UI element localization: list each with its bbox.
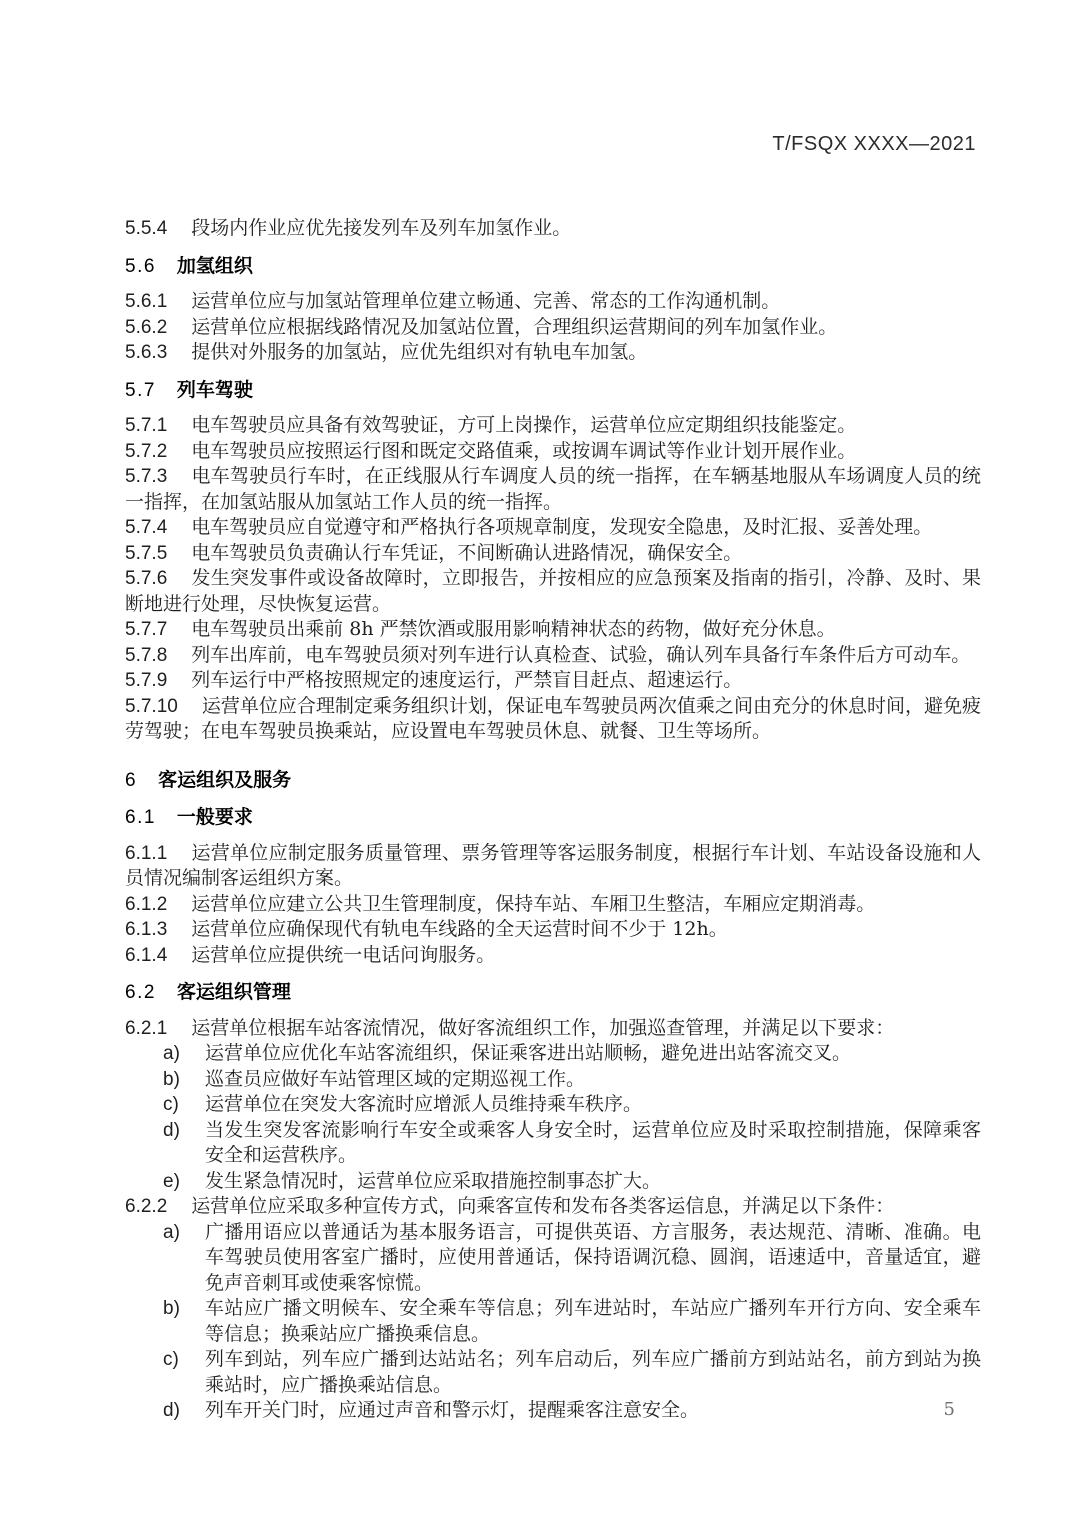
paragraph	[125, 216, 981, 242]
clause-number: c)	[163, 1094, 179, 1115]
clause-number: 5.7.4	[125, 517, 168, 538]
paragraph	[125, 515, 981, 541]
list-item	[125, 1398, 981, 1424]
clause-text: 运营单位应确保现代有轨电车线路的全天运营时间不少于 12h。	[191, 918, 728, 940]
paragraph	[125, 643, 981, 669]
section-heading	[125, 980, 981, 1006]
clause-number: 5.7.10	[125, 695, 178, 717]
clause-number: 6	[125, 769, 138, 791]
clause-text: 列车运行中严格按照规定的速度运行，严禁盲目赶点、超速运行。	[191, 669, 743, 691]
clause-text: 运营单位应制定服务质量管理、票务管理等客运服务制度，根据行车计划、车站设备设施和人员情况编制客运组织方案。	[125, 841, 981, 889]
clause-text: 列车出库前，电车驾驶员须对列车进行认真检查、试验，确认列车具备行车条件后方可动车。	[191, 643, 971, 666]
clause-number: 5.7.3	[125, 466, 168, 487]
paragraph	[125, 1194, 981, 1220]
clause-number: 5.7.1	[125, 415, 168, 436]
clause-text: 运营单位应优化车站客流组织，保证乘客进出站顺畅，避免进出站客流交叉。	[205, 1042, 852, 1064]
paragraph	[125, 289, 981, 315]
list-item	[125, 1220, 981, 1297]
clause-text: 巡查员应做好车站管理区域的定期巡视工作。	[205, 1067, 586, 1090]
list-item	[125, 1067, 981, 1093]
clause-text: 提供对外服务的加氢站，应优先组织对有轨电车加氢。	[191, 341, 648, 363]
clause-text: 电车驾驶员行车时，在正线服从行车调度人员的统一指挥，在车辆基地服从车场调度人员的统一指挥，在加氢站服从加氢站工作人员的统一指挥。	[125, 465, 981, 513]
clause-number: a)	[163, 1221, 180, 1243]
clause-number: 6.2.2	[125, 1196, 168, 1217]
page-number: 5	[943, 1399, 955, 1420]
clause-text: 电车驾驶员应自觉遵守和严格执行各项规章制度，发现安全隐患，及时汇报、妥善处理。	[191, 516, 933, 538]
clause-number: d)	[163, 1400, 180, 1421]
list-item	[125, 1169, 981, 1195]
clause-text: 运营单位根据车站客流情况，做好客流组织工作，加强巡查管理，并满足以下要求：	[191, 1016, 895, 1039]
paragraph	[125, 694, 981, 745]
clause-number: a)	[163, 1043, 180, 1064]
paragraph	[125, 439, 981, 465]
clause-number: 5.6	[125, 255, 156, 277]
clause-number: 6.2	[125, 982, 156, 1003]
clause-text: 运营单位应采取多种宣传方式，向乘客宣传和发布各类客运信息，并满足以下条件：	[191, 1195, 895, 1217]
paragraph	[125, 668, 981, 694]
list-item	[125, 1118, 981, 1169]
clause-text: 运营单位应建立公共卫生管理制度，保持车站、车厢卫生整洁，车厢应定期消毒。	[191, 892, 876, 915]
paragraph	[125, 315, 981, 341]
clause-number: 6.1.2	[125, 893, 168, 915]
clause-text: 运营单位应提供统一电话问询服务。	[191, 943, 496, 966]
paragraph	[125, 841, 981, 892]
list-item	[125, 1092, 981, 1118]
clause-text: 电车驾驶员出乘前 8h 严禁饮酒或服用影响精神状态的药物，做好充分休息。	[191, 618, 836, 640]
clause-number: 5.7.8	[125, 644, 168, 666]
clause-text: 列车到站，列车应广播到达站站名；列车启动后，列车应广播前方到站站名，前方到站为换乘站时，应广播换乘站信息。	[205, 1348, 981, 1396]
clause-number: 6.1	[125, 807, 156, 828]
clause-number: 5.7.6	[125, 568, 168, 589]
clause-number: c)	[163, 1349, 179, 1370]
clause-text: 电车驾驶员负责确认行车凭证，不间断确认进路情况，确保安全。	[191, 541, 743, 564]
paragraph	[125, 541, 981, 567]
paragraph	[125, 566, 981, 617]
section-heading	[125, 805, 981, 831]
clause-text: 车站应广播文明候车、安全乘车等信息；列车进站时，车站应广播列车开行方向、安全乘车等信息；换乘站应广播换乘信息。	[205, 1297, 981, 1345]
paragraph	[125, 464, 981, 515]
list-item	[125, 1347, 981, 1398]
clause-text: 运营单位应根据线路情况及加氢站位置，合理组织运营期间的列车加氢作业。	[191, 315, 838, 338]
clause-number: 5.6.1	[125, 291, 168, 312]
clause-number: d)	[163, 1119, 180, 1141]
clause-number: 5.6.2	[125, 316, 168, 338]
clause-number: 5.7.9	[125, 670, 168, 691]
clause-number: b)	[163, 1298, 180, 1319]
document-content	[125, 216, 981, 1424]
paragraph	[125, 340, 981, 366]
clause-number: 6.1.4	[125, 944, 168, 966]
clause-number: 5.7.2	[125, 440, 168, 462]
clause-text: 一般要求	[176, 807, 253, 828]
clause-number: 6.1.1	[125, 842, 168, 864]
section-heading	[125, 768, 981, 794]
clause-text: 运营单位在突发大客流时应增派人员维持乘车秩序。	[205, 1093, 643, 1115]
paragraph	[125, 943, 981, 969]
clause-text: 广播用语应以普通话为基本服务语言，可提供英语、方言服务，表达规范、清晰、准确。电车驾驶员使用客室广播时，应使用普通话，保持语调沉稳、圆润，语速适中，音量适宜，避免声音刺耳或使乘客惊慌。	[205, 1220, 981, 1294]
clause-number: 5.6.3	[125, 342, 168, 363]
list-item	[125, 1296, 981, 1347]
section-heading	[125, 254, 981, 280]
clause-text: 列车驾驶	[176, 379, 253, 401]
clause-text: 当发生突发客流影响行车安全或乘客人身安全时，运营单位应及时采取控制措施，保障乘客安全和运营秩序。	[205, 1118, 981, 1166]
clause-text: 客运组织及服务	[158, 769, 292, 791]
clause-text: 运营单位应与加氢站管理单位建立畅通、完善、常态的工作沟通机制。	[191, 290, 781, 312]
clause-text: 加氢组织	[176, 255, 253, 277]
clause-number: 6.1.3	[125, 919, 168, 940]
clause-number: 5.5.4	[125, 218, 168, 239]
clause-text: 电车驾驶员应具备有效驾驶证，方可上岗操作，运营单位应定期组织技能鉴定。	[191, 414, 857, 436]
clause-number: 6.2.1	[125, 1017, 168, 1039]
paragraph	[125, 1016, 981, 1042]
clause-text: 运营单位应合理制定乘务组织计划，保证电车驾驶员两次值乘之间由充分的休息时间，避免疲劳驾驶；在电车驾驶员换乘站，应设置电车驾驶员休息、就餐、卫生等场所。	[125, 694, 981, 742]
clause-number: b)	[163, 1068, 180, 1090]
doc-code: T/FSQX XXXX—2021	[772, 133, 976, 155]
paragraph	[125, 413, 981, 439]
paragraph	[125, 892, 981, 918]
clause-number: 5.7.7	[125, 619, 168, 640]
clause-number: 5.7	[125, 379, 156, 401]
paragraph	[125, 617, 981, 643]
clause-number: e)	[163, 1170, 180, 1192]
clause-text: 发生紧急情况时，运营单位应采取措施控制事态扩大。	[205, 1169, 662, 1192]
list-item	[125, 1041, 981, 1067]
clause-text: 电车驾驶员应按照运行图和既定交路值乘，或按调车调试等作业计划开展作业。	[191, 439, 857, 462]
clause-text: 列车开关门时，应通过声音和警示灯，提醒乘客注意安全。	[205, 1399, 700, 1421]
paragraph	[125, 917, 981, 943]
clause-number: 5.7.5	[125, 542, 168, 564]
clause-text: 段场内作业应优先接发列车及列车加氢作业。	[191, 217, 572, 239]
clause-text: 客运组织管理	[176, 982, 291, 1003]
clause-text: 发生突发事件或设备故障时，立即报告，并按相应的应急预案及指南的指引，冷静、及时、果断地进行处理，尽快恢复运营。	[125, 567, 981, 615]
section-heading	[125, 378, 981, 404]
